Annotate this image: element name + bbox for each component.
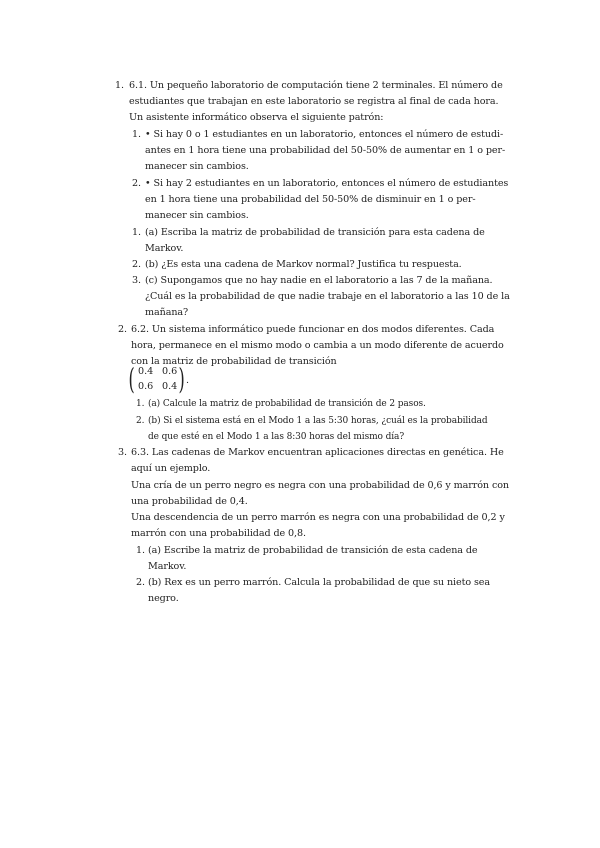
question-text-line: 6.1. Un pequeño laboratorio de computación tiene 2 terminales. El número de bbox=[129, 80, 503, 91]
subquestion-line: Markov. bbox=[145, 243, 184, 254]
list-number: 2. bbox=[132, 178, 141, 189]
subquestion-line: ¿Cuál es la probabilidad de que nadie trabaje en el laboratorio a las 10 de la bbox=[145, 291, 510, 302]
list-number: 3. bbox=[132, 275, 141, 286]
matrix-period: . bbox=[186, 375, 190, 386]
left-parenthesis: ( bbox=[128, 362, 135, 396]
question-text-line: estudiantes que trabajan en este laboratorio se registra al final de cada hora. bbox=[129, 96, 499, 107]
subquestion-line: (b) Si el sistema está en el Modo 1 a las 5:30 horas, ¿cuál es la probabilidad bbox=[148, 416, 488, 426]
list-number: 1. bbox=[132, 227, 141, 238]
question-text-line: Un asistente informático observa el siguiente patrón: bbox=[129, 112, 384, 123]
question-text-line: una probabilidad de 0,4. bbox=[131, 496, 248, 507]
question-text-line: 6.3. Las cadenas de Markov encuentran aplicaciones directas en genética. He bbox=[131, 447, 504, 458]
matrix-cell: 0.6 bbox=[138, 381, 154, 392]
transition-matrix bbox=[128, 362, 190, 396]
bullet-text-line: • Si hay 0 o 1 estudiantes en un laboratorio, entonces el número de estudi- bbox=[145, 129, 504, 140]
subquestion-line: (a) Escribe la matriz de probabilidad de transición de esta cadena de bbox=[148, 545, 478, 556]
bullet-text-line: • Si hay 2 estudiantes en un laboratorio, entonces el número de estudiantes bbox=[145, 178, 509, 189]
list-number: 2. bbox=[136, 416, 145, 426]
matrix-cell: 0.4 bbox=[138, 366, 154, 377]
matrix-cell: 0.6 bbox=[162, 366, 178, 377]
subquestion-line: mañana? bbox=[145, 307, 189, 318]
question-text-line: hora, permanece en el mismo modo o cambia a un modo diferente de acuerdo bbox=[131, 340, 504, 351]
list-number: 1. bbox=[132, 129, 141, 140]
subquestion-line: de que esté en el Modo 1 a las 8:30 horas del mismo día? bbox=[148, 432, 405, 442]
question-text-line: Una cría de un perro negro es negra con una probabilidad de 0,6 y marrón con bbox=[131, 480, 509, 491]
question-number: 2. bbox=[118, 324, 127, 335]
question-number: 1. bbox=[115, 80, 124, 91]
list-number: 2. bbox=[132, 259, 141, 270]
question-text-line: marrón con una probabilidad de 0,8. bbox=[131, 528, 306, 539]
bullet-text-line: antes en 1 hora tiene una probabilidad del 50-50% de aumentar en 1 o per- bbox=[145, 145, 506, 156]
matrix-cell: 0.4 bbox=[162, 381, 178, 392]
subquestion-line: Markov. bbox=[148, 561, 187, 572]
list-number: 1. bbox=[136, 545, 145, 556]
question-text-line: 6.2. Un sistema informático puede funcionar en dos modos diferentes. Cada bbox=[131, 324, 495, 335]
subquestion-line: (c) Supongamos que no hay nadie en el laboratorio a las 7 de la mañana. bbox=[145, 275, 493, 286]
bullet-text-line: manecer sin cambios. bbox=[145, 161, 249, 172]
subquestion-line: (b) ¿Es esta una cadena de Markov normal? Justifica tu respuesta. bbox=[145, 259, 462, 270]
list-number: 1. bbox=[136, 399, 145, 409]
right-parenthesis: ) bbox=[178, 362, 185, 396]
bullet-text-line: en 1 hora tiene una probabilidad del 50-50% de disminuir en 1 o per- bbox=[145, 194, 476, 205]
subquestion-line: (a) Calcule la matriz de probabilidad de transición de 2 pasos. bbox=[148, 399, 426, 409]
question-text-line: Una descendencia de un perro marrón es negra con una probabilidad de 0,2 y bbox=[131, 512, 505, 523]
list-number: 2. bbox=[136, 577, 145, 588]
subquestion-line: negro. bbox=[148, 593, 179, 604]
bullet-text-line: manecer sin cambios. bbox=[145, 210, 249, 221]
subquestion-line: (a) Escriba la matriz de probabilidad de transición para esta cadena de bbox=[145, 227, 485, 238]
question-text-line: aquí un ejemplo. bbox=[131, 463, 211, 474]
question-text-line: con la matriz de probabilidad de transición bbox=[131, 356, 337, 367]
question-number: 3. bbox=[118, 447, 127, 458]
subquestion-line: (b) Rex es un perro marrón. Calcula la probabilidad de que su nieto sea bbox=[148, 577, 490, 588]
